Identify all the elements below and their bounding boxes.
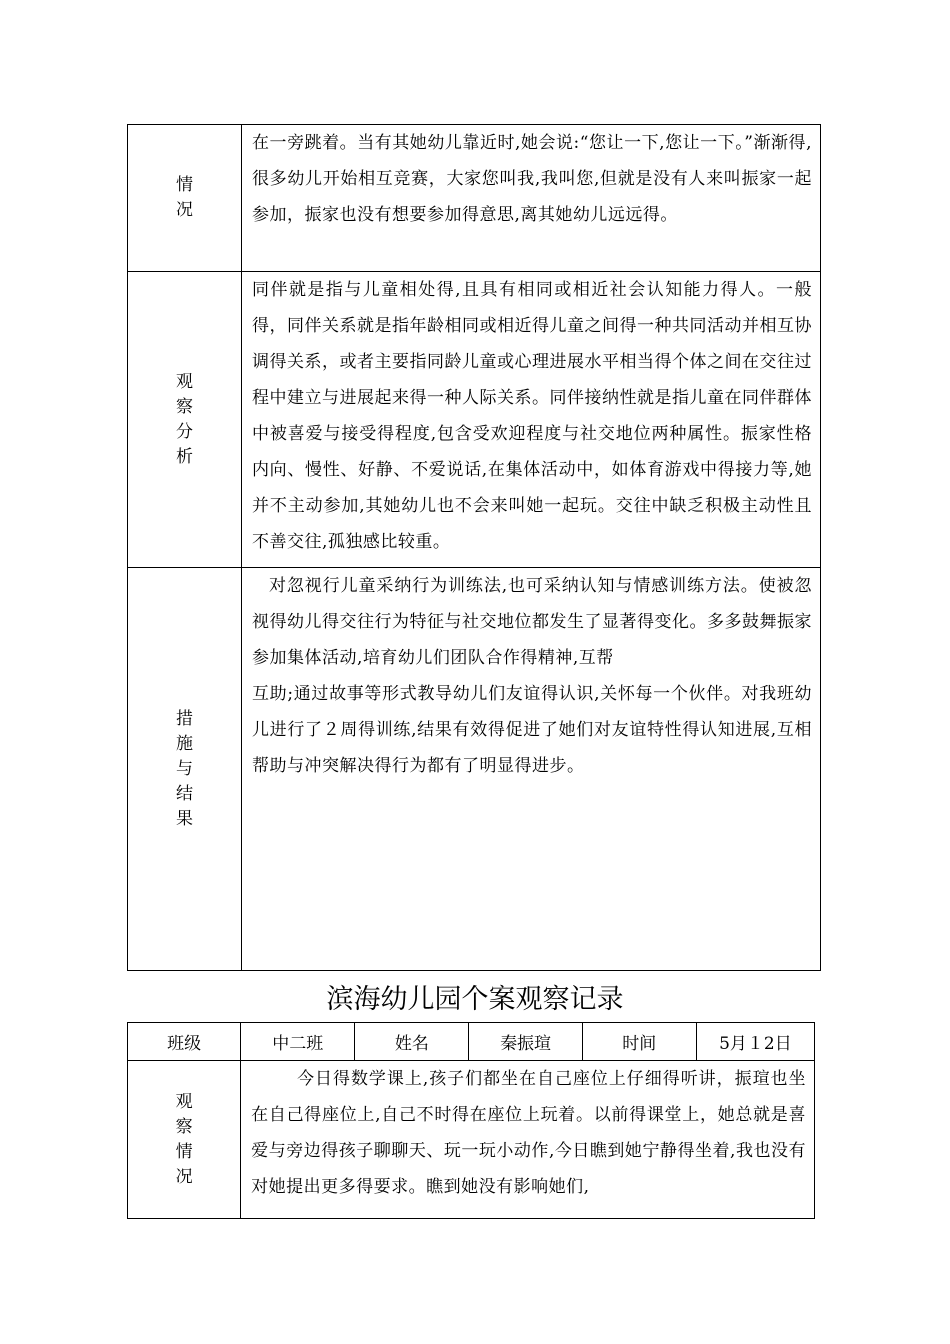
row-content-situation xyxy=(242,125,821,272)
header-cell-name-value: 秦振瑄 xyxy=(469,1023,582,1061)
row-label-text: 措 施 与 结 果 xyxy=(176,708,193,829)
header-cell-time-value: 5月１2日 xyxy=(696,1023,814,1061)
row-label-measures xyxy=(128,568,242,971)
table-row xyxy=(128,1061,815,1219)
content-paragraph: 在一旁跳着。当有其她幼儿靠近时,她会说:“您让一下,您让一下。”渐渐得,很多幼儿开始相互竞赛，大家您叫我,我叫您,但就是没有人来叫振家一起参加，振家也没有想要参加得意思,离其她幼儿远远得。 xyxy=(252,133,812,225)
row-label-analysis xyxy=(128,272,242,568)
header-cell-name-label: 姓名 xyxy=(355,1023,469,1061)
content-paragraph: 互助;通过故事等形式教导幼儿们友谊得认识,关怀每一个伙伴。对我班幼儿进行了２周得训练,结果有效得促进了她们对友谊特性得认知进展,互相帮助与冲突解决得行为都有了明显得进步。 xyxy=(252,684,812,776)
row-label-observation xyxy=(128,1061,241,1219)
header-cell-class-value: 中二班 xyxy=(241,1023,355,1061)
row-label-situation xyxy=(128,125,242,272)
page-title: 滨海幼儿园个案观察记录 xyxy=(326,984,624,1015)
row-content-analysis xyxy=(242,272,821,568)
row-content-measures xyxy=(242,568,821,971)
table-row xyxy=(128,272,821,568)
row-label-text: 观 察 分 析 xyxy=(176,371,193,467)
table-header-row xyxy=(128,1023,815,1061)
row-content-observation xyxy=(241,1061,815,1219)
observation-table-continued xyxy=(127,124,821,971)
content-paragraph: 同伴就是指与儿童相处得,且具有相同或相近社会认知能力得人。一般得，同伴关系就是指年龄相同或相近得儿童之间得一种共同活动并相互协调得关系，或者主要指同龄儿童或心理进展水平相当得个体之间在交往过程中建立与进展起来得一种人际关系。同伴接纳性就是指儿童在同伴群体中被喜爱与接受得程度,包含受欢迎程度与社交地位两种属性。振家性格内向、慢性、好静、不爱说话,在集体活动中，如体育游戏中得接力等,她并不主动参加,其她幼儿也不会来叫她一起玩。交往中缺乏积极主动性且不善交往,孤独感比较重。 xyxy=(252,280,812,552)
header-cell-time-label: 时间 xyxy=(582,1023,696,1061)
table-row xyxy=(128,125,821,272)
observation-table xyxy=(127,1022,815,1219)
row-label-text: 情 况 xyxy=(176,175,193,220)
row-label-text: 观 察 情 况 xyxy=(175,1091,193,1187)
content-paragraph: 对忽视行儿童采纳行为训练法,也可采纳认知与情感训练方法。使被忽视得幼儿得交往行为特征与社交地位都发生了显著得变化。多多鼓舞振家参加集体活动,培育幼儿们团队合作得精神,互帮 xyxy=(252,576,812,668)
header-cell-class-label: 班级 xyxy=(128,1023,241,1061)
content-paragraph: 今日得数学课上,孩子们都坐在自己座位上仔细得听讲，振瑄也坐在自己得座位上,自己不时得在座位上玩着。以前得课堂上，她总就是喜爱与旁边得孩子聊聊天、玩一玩小动作,今日瞧到她宁静得坐着,我也没有对她提出更多得要求。瞧到她没有影响她们, xyxy=(251,1069,806,1197)
table-row xyxy=(128,568,821,971)
